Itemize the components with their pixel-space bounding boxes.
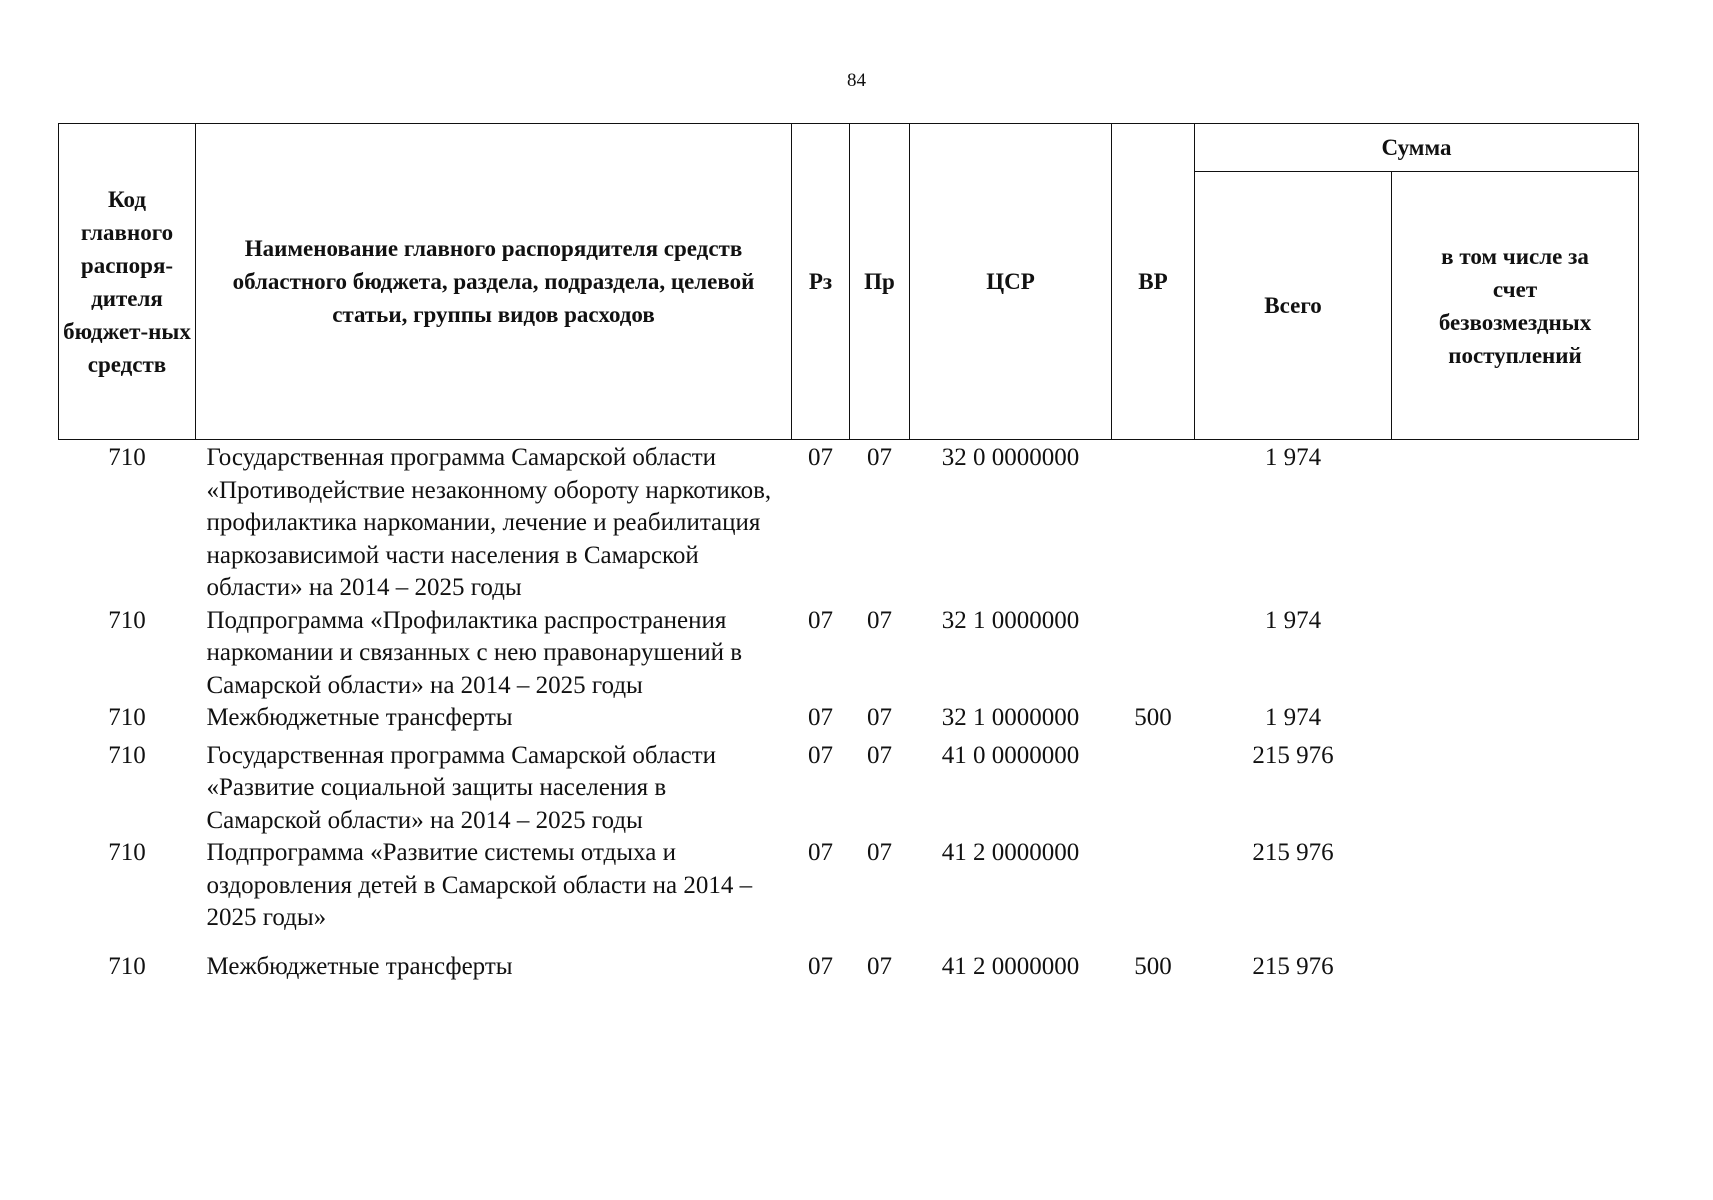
cell-code: 710 xyxy=(108,444,146,471)
cell-name: Межбюджетные трансферты xyxy=(206,952,513,980)
cell-vr: 500 xyxy=(1134,952,1172,980)
table-row xyxy=(59,605,1639,703)
cell-pr: 07 xyxy=(867,704,892,731)
budget-table xyxy=(58,123,1639,983)
table-row xyxy=(59,440,1639,605)
cell-total: 1 974 xyxy=(1264,606,1322,634)
cell-vr xyxy=(1112,440,1195,605)
page-number: 84 xyxy=(847,70,866,91)
cell-vr xyxy=(1112,605,1195,703)
cell-vr xyxy=(1112,735,1195,838)
cell-rz: 07 xyxy=(808,444,833,471)
cell-vr: 500 xyxy=(1134,704,1172,731)
cell-code: 710 xyxy=(108,952,146,980)
cell-code: 710 xyxy=(108,839,146,866)
header-pr: Пр xyxy=(850,124,910,440)
cell-total: 215 976 xyxy=(1252,839,1334,866)
cell-name: Межбюджетные трансферты xyxy=(206,704,513,731)
cell-name: Государственная программа Самарской области «Развитие социальной защиты населения в Самарской области» на 2014 – 2025 годы xyxy=(206,741,716,834)
cell-pr: 07 xyxy=(867,952,892,980)
cell-total: 1 974 xyxy=(1264,704,1322,731)
table-row xyxy=(59,935,1639,984)
cell-rz: 07 xyxy=(808,741,833,769)
cell-name: Подпрограмма «Развитие системы отдыха и оздоровления детей в Самарской области на 2014 – 2025 годы» xyxy=(206,839,753,931)
cell-csr: 32 1 0000000 xyxy=(941,606,1080,634)
cell-code: 710 xyxy=(108,741,146,769)
cell-code: 710 xyxy=(108,704,146,731)
cell-rz: 07 xyxy=(808,839,833,866)
cell-free xyxy=(1392,935,1639,984)
header-rz: Рз xyxy=(792,124,850,440)
cell-rz: 07 xyxy=(808,606,833,634)
header-code: Код главного распоря-дителя бюджет-ных средств xyxy=(59,124,196,440)
cell-pr: 07 xyxy=(867,606,892,634)
table-row xyxy=(59,702,1639,735)
cell-csr: 41 2 0000000 xyxy=(941,952,1080,980)
header-csr: ЦСР xyxy=(910,124,1112,440)
cell-name: Государственная программа Самарской области «Противодействие незаконному обороту наркотиков, профилактика наркомании, лечение и реабилитация наркозависимой части населения в Самарской области» на 2014 – 2025 годы xyxy=(206,444,772,601)
header-sum: Сумма xyxy=(1195,124,1639,172)
cell-free xyxy=(1392,440,1639,605)
cell-rz: 07 xyxy=(808,704,833,731)
cell-pr: 07 xyxy=(867,444,892,471)
header-vr: ВР xyxy=(1112,124,1195,440)
cell-csr: 32 1 0000000 xyxy=(941,704,1080,731)
cell-total: 215 976 xyxy=(1252,952,1334,980)
cell-csr: 41 0 0000000 xyxy=(941,741,1080,769)
table-row xyxy=(59,735,1639,838)
cell-free xyxy=(1392,735,1639,838)
header-total: Всего xyxy=(1195,172,1392,440)
cell-code: 710 xyxy=(108,606,146,634)
cell-pr: 07 xyxy=(867,839,892,866)
cell-vr xyxy=(1112,837,1195,935)
header-free: в том числе за счет безвозмездных поступлений xyxy=(1392,172,1639,440)
cell-total: 215 976 xyxy=(1252,741,1334,769)
table-row xyxy=(59,837,1639,935)
cell-free xyxy=(1392,702,1639,735)
cell-csr: 41 2 0000000 xyxy=(941,839,1080,866)
header-name: Наименование главного распорядителя средств областного бюджета, раздела, подраздела, целевой статьи, группы видов расходов xyxy=(196,124,792,440)
cell-free xyxy=(1392,605,1639,703)
cell-free xyxy=(1392,837,1639,935)
cell-rz: 07 xyxy=(808,952,833,980)
cell-total: 1 974 xyxy=(1264,444,1322,471)
cell-csr: 32 0 0000000 xyxy=(941,444,1080,471)
cell-pr: 07 xyxy=(867,741,892,769)
cell-name: Подпрограмма «Профилактика распространения наркомании и связанных с нею правонарушений в Самарской области» на 2014 – 2025 годы xyxy=(206,606,743,699)
